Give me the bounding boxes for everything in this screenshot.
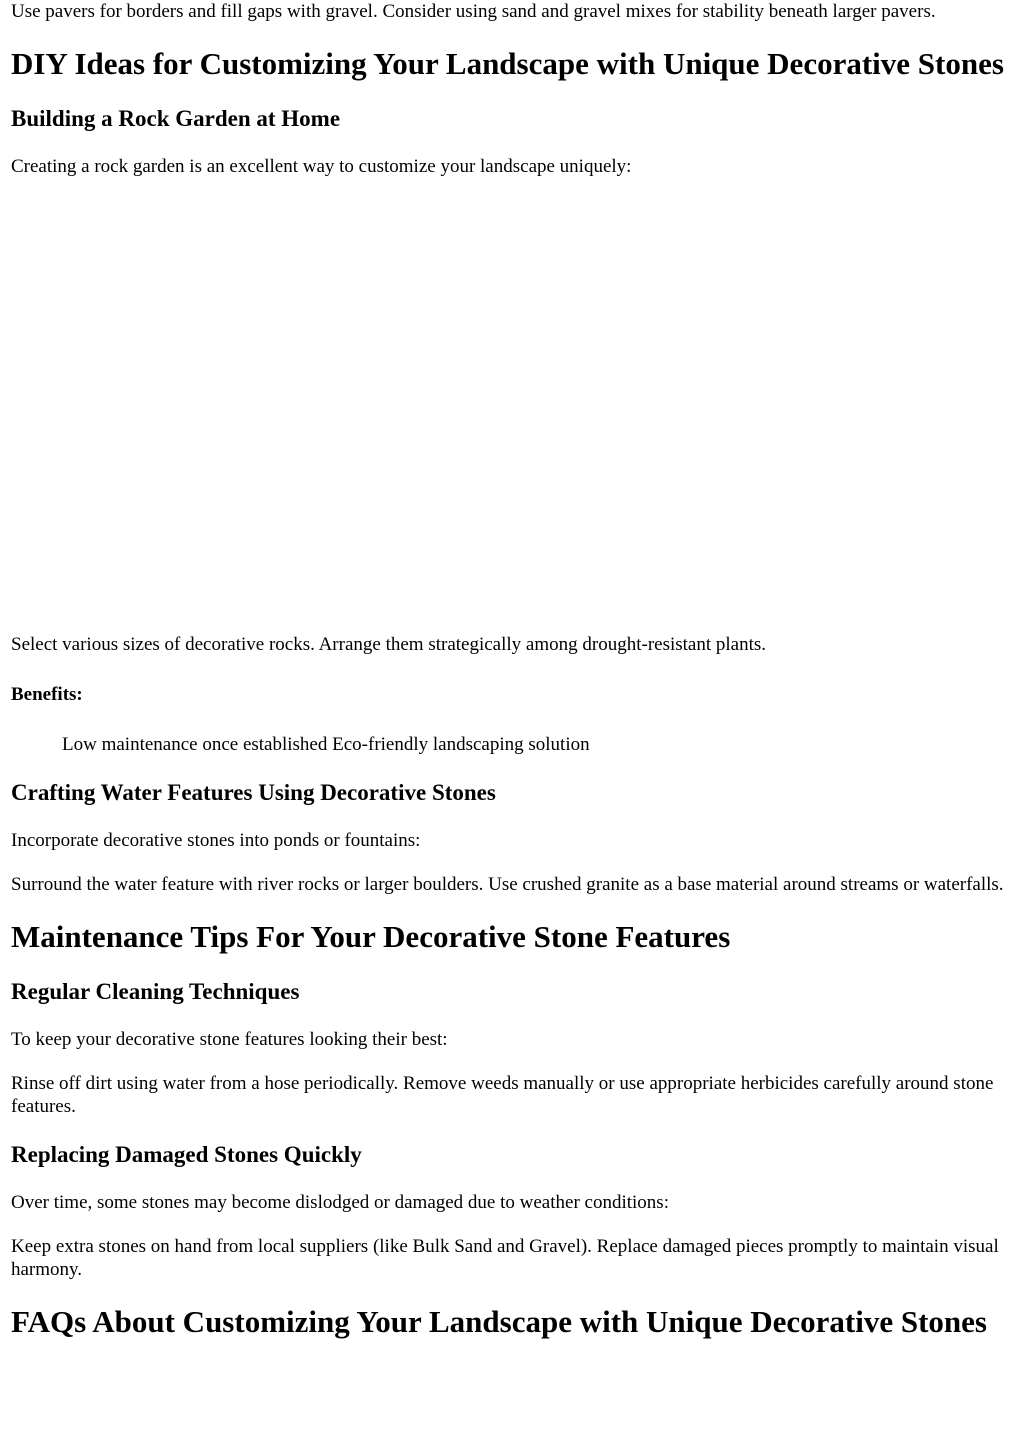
replacing-heading: Replacing Damaged Stones Quickly [11,1142,362,1167]
replacing-intro: Over time, some stones may become dislodged or damaged due to weather conditions: [11,1192,669,1213]
rock-garden-intro: Creating a rock garden is an excellent way to customize your landscape uniquely: [11,156,632,177]
image-placeholder [11,182,1011,610]
water-features-intro: Incorporate decorative stones into ponds or fountains: [11,830,421,851]
benefits-label: Benefits: [11,684,83,705]
document-page [11,0,1013,1340]
rock-garden-steps: Select various sizes of decorative rocks. Arrange them strategically among drought-resistant plants. [11,634,767,655]
replacing-steps: Keep extra stones on hand from local suppliers (like Bulk Sand and Gravel). Replace damaged pieces promptly to maintain visual harmony. [11,1236,999,1280]
intro-paragraph: Use pavers for borders and fill gaps with gravel. Consider using sand and gravel mixes for stability beneath larger pavers. [11,1,936,22]
benefits-list: Low maintenance once established Eco-friendly landscaping solution [62,734,590,755]
cleaning-steps: Rinse off dirt using water from a hose periodically. Remove weeds manually or use appropriate herbicides carefully around stone features. [11,1073,994,1117]
maintenance-section-heading: Maintenance Tips For Your Decorative Stone Features [11,919,731,954]
water-features-heading: Crafting Water Features Using Decorative Stones [11,780,496,805]
cleaning-heading: Regular Cleaning Techniques [11,979,300,1004]
diy-section-heading: DIY Ideas for Customizing Your Landscape with Unique Decorative Stones [11,46,1004,81]
cleaning-intro: To keep your decorative stone features looking their best: [11,1029,448,1050]
rock-garden-heading: Building a Rock Garden at Home [11,106,341,131]
faqs-section-heading: FAQs About Customizing Your Landscape with Unique Decorative Stones [11,1304,988,1339]
water-features-steps: Surround the water feature with river rocks or larger boulders. Use crushed granite as a base material around streams or waterfalls. [11,874,1004,895]
